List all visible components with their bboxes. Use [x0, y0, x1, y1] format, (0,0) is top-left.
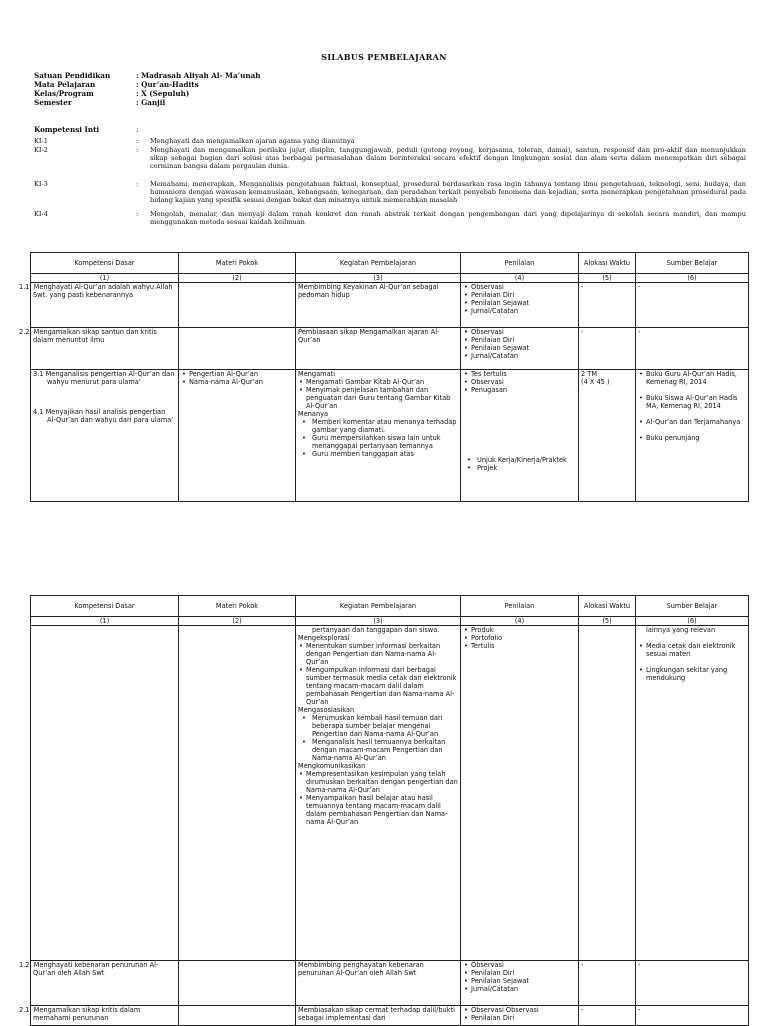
- list-item: • Guru mempersilahkan siswa lain untuk menanggapai pertanyaan temannya: [312, 434, 458, 450]
- alokasi-cell: [579, 626, 636, 961]
- penilaian-cell: [461, 961, 579, 1006]
- list-item: • Observasi Observasi: [471, 1006, 576, 1014]
- kd-text: 3.1 Menganalisis pengertian Al-Qur’an dan wahyu menurut para ulama’: [33, 370, 175, 386]
- header-kompetensi-dasar: Kompetensi Dasar: [31, 253, 179, 274]
- kp-text: pertanyaan dan tanggapan dari siswa.: [312, 626, 440, 634]
- alokasi-cell: -: [579, 1006, 636, 1026]
- kd-cell: 2.1. Mengamalkan sikap kritis dalam memahami penurunan: [31, 1006, 179, 1026]
- ki-heading-label: Kompetensi Inti: [34, 125, 100, 134]
- sumber-text: lainnya yang relevan: [646, 626, 716, 634]
- col-num: (4): [461, 274, 579, 283]
- table-row: [31, 626, 749, 961]
- list-item: • Penilaian Diri: [471, 969, 576, 977]
- kd-cell: [31, 626, 179, 961]
- col-num: (5): [579, 274, 636, 283]
- meta-key: Semester: [34, 98, 72, 107]
- list-item: • Buku Guru Al-Qur’an Hadis, Kemenag RI, 2014: [646, 370, 746, 386]
- kd-cell: 2.2. Mengamalkan sikap santun dan kritis dalam menuntut ilmu: [31, 328, 179, 370]
- meta-value: : X (Sepuluh): [136, 89, 190, 98]
- document-title: SILABUS PEMBELAJARAN: [321, 52, 447, 62]
- header-kompetensi-dasar: Kompetensi Dasar: [31, 596, 179, 617]
- table-row: [31, 283, 749, 328]
- header-materi-pokok: Materi Pokok: [179, 596, 296, 617]
- list-item: • Lingkungan sekitar yang mendukung: [646, 666, 746, 682]
- sumber-cell: [636, 370, 749, 502]
- col-num: (6): [636, 617, 749, 626]
- ki-heading: [34, 125, 139, 134]
- mp-cell: [179, 328, 296, 370]
- meta-value: : Ganjil: [136, 98, 166, 107]
- identity-block: [34, 71, 261, 107]
- penilaian-cell: [461, 626, 579, 961]
- ki-text: Menghayati dan mengamalkan perilaku jujur, disiplin, tanggungjawab, peduli (gotong royong, kerjasama, toleran, damai), santun, responsif dan pro-aktif dan menunjukkan sikap sebagai bagian dari solusi atas berbagai permasalahan dalam berinteraksi secara efektif dengan lingkungan sosial dan alam serta dalam menempatkan diri sebagai cerminan bangsa dalam pergaulan dunia.: [150, 146, 746, 170]
- penilaian-cell: [461, 328, 579, 370]
- mp-cell: [179, 626, 296, 961]
- meta-row: [34, 80, 261, 89]
- list-item: • Penilaian Diri: [471, 291, 576, 299]
- header-penilaian: Penilaian: [461, 253, 579, 274]
- kd-cell: [31, 370, 179, 502]
- ki-key: KI-2: [34, 146, 48, 154]
- penilaian-cell: [461, 1006, 579, 1026]
- col-num: (3): [296, 274, 461, 283]
- list-item: • Penilaian Sejawat: [471, 977, 576, 985]
- list-item: • Guru memberi tanggapan atas: [312, 450, 458, 458]
- list-item: • Observasi: [471, 283, 576, 291]
- meta-key: Kelas/Program: [34, 89, 94, 98]
- ki-colon: :: [136, 180, 139, 188]
- header-sumber: Sumber Belajar: [636, 253, 749, 274]
- meta-value: : Qur’an-Hadits: [136, 80, 199, 89]
- list-item: • Observasi: [471, 961, 576, 969]
- list-item: • Penilaian Diri: [471, 336, 576, 344]
- kp-cell: [296, 370, 461, 502]
- header-sumber: Sumber Belajar: [636, 596, 749, 617]
- sumber-cell: -: [636, 283, 749, 328]
- list-item: • Tertulis: [471, 642, 576, 650]
- alokasi-cell: -: [579, 283, 636, 328]
- table-row: [31, 328, 749, 370]
- ki-row: [34, 210, 746, 226]
- alokasi-cell: -: [579, 961, 636, 1006]
- list-item: • Pengertian Al-Qur’an: [189, 370, 293, 378]
- col-num: (5): [579, 617, 636, 626]
- kp-cell: Membimbing penghayatan kebenaran penurunan Al-Qur’an oleh Allah Swt: [296, 961, 461, 1006]
- header-alokasi: Alokasi Waktu: [579, 253, 636, 274]
- list-item: • Observasi: [471, 378, 576, 386]
- meta-row: [34, 71, 261, 80]
- list-item: • Memberi komentar atau menanya terhadap gambar yang diamati.: [312, 418, 458, 434]
- syllabus-table-1: [19, 252, 749, 502]
- list-item: • Penilaian Sejawat: [471, 299, 576, 307]
- col-num: (1): [31, 274, 179, 283]
- list-item: • Media cetak dan elektronik sesuai materi: [646, 642, 746, 658]
- list-item: • Penugasan: [471, 386, 576, 394]
- meta-row: [34, 89, 261, 98]
- ki-row: [34, 180, 746, 204]
- sumber-cell: [636, 626, 749, 961]
- list-item: • Menyimak penjelasan tambahan dan penguatan dari Guru tentang Gambar Kitab Al-Qur’an: [306, 386, 458, 410]
- mp-cell: [179, 1006, 296, 1026]
- column-number-row: [31, 617, 749, 626]
- ki-text: Mengolah, menalar, dan menyaji dalam ranah konkret dan ranah abstrak terkait dengan pengembangan dari yang dipelajarinya di sekolah secara mandiri, dan mampu menggunakan metoda sesuai kaidah keilmuan: [150, 210, 746, 226]
- header-penilaian: Penilaian: [461, 596, 579, 617]
- column-number-row: [31, 274, 749, 283]
- list-item: • Jurnal/Catatan: [471, 307, 576, 315]
- page-gap: [0, 535, 768, 587]
- list-item: • Menentukan sumber informasi berkaitan dengan Pengertian dan Nama-nama Al-Qur’an: [306, 642, 458, 666]
- list-item: • Mengumpulkan informasi dari berbagai sumber termasuk media cetak dan elektronik tentang macam-macam dalil dalam pembahasan Pengertian dan Nama-nama Al-Qur’an: [306, 666, 458, 706]
- ki-text: Menghayati dan mengamalkan ajaran agama yang dianutnya: [150, 137, 355, 145]
- document-page-2: [0, 587, 768, 1024]
- ki-heading-colon: :: [136, 125, 139, 134]
- list-item: • Projek: [477, 464, 576, 472]
- list-item: • Penilaian Sejawat: [471, 344, 576, 352]
- mp-cell: [179, 370, 296, 502]
- col-num: (2): [179, 274, 296, 283]
- list-item: • Buku Siswa Al-Qur’an Hadis MA, Kemenag RI, 2014: [646, 394, 746, 410]
- meta-value: : Madrasah Aliyah Al- Ma’unah: [136, 71, 261, 80]
- header-alokasi: Alokasi Waktu: [579, 596, 636, 617]
- list-item: • Menyampaikan hasil belajar atau hasil temuannya tentang macam-macam dalil dalam pembahasan Pengertian dan Nama-nama Al-Qur’an: [306, 794, 458, 826]
- ki-text: Memahami, menerapkan, Menganalisis pengetahuan faktual, konseptual, prosedural berdasarkan rasa ingin tahunya tentang ilmu pengetahuan, teknologi, seni, budaya, dan humaniora dengan wawasan kemanusiaan, kebangsaan, kenegaraan, dan peradaban terkait penyebab fenomena dan kejadian, serta menerapkan pengetahuan prosedural pada bidang kajian yang spesifik sesuai dengan bakat dan minatnya untuk memecahkan masalah: [150, 180, 746, 204]
- table-row: [31, 1006, 749, 1026]
- col-num: (2): [179, 617, 296, 626]
- kp-cell: [296, 626, 461, 961]
- list-item: • Merumuskan kembali hasil temuan dari beberapa sumber belajar mengenai Pengertian dan Nama-nama Al-Qur’an: [312, 714, 458, 738]
- meta-row: [34, 98, 261, 107]
- list-item: • Buku penunjang: [646, 434, 746, 442]
- table-row: [31, 961, 749, 1006]
- list-item: • Nama-nama Al-Qur’an: [189, 378, 293, 386]
- header-materi-pokok: Materi Pokok: [179, 253, 296, 274]
- kd-cell: 1.1. Menghayati Al-Qur’an adalah wahyu Allah Swt. yang pasti kebenarannya: [31, 283, 179, 328]
- ki-colon: :: [136, 146, 139, 154]
- ki-key: KI-1: [34, 137, 48, 145]
- syllabus-table-2: [19, 595, 749, 1026]
- kp-heading: Mengamati: [298, 370, 336, 378]
- list-item: • Jurnal/Catatan: [471, 352, 576, 360]
- col-num: (4): [461, 617, 579, 626]
- col-num: (6): [636, 274, 749, 283]
- list-item: • Menganalisis hasil temuannya berkaitan dengan macam-macam Pengertian dan Nama-nama Al-Qur’an: [312, 738, 458, 762]
- list-item: • Mengamati Gambar Kitab Al-Qur’an: [306, 378, 458, 386]
- list-item: • Tes tertulis: [471, 370, 576, 378]
- alokasi-cell: -: [579, 328, 636, 370]
- list-item: • Unjuk Kerja/Kinerja/Praktek: [477, 456, 576, 464]
- sumber-cell: -: [636, 1006, 749, 1026]
- kp-heading: Menanya: [298, 410, 329, 418]
- list-item: • Al-Qur’an dan Terjamahanya: [646, 418, 746, 426]
- list-item: • Penilaian Diri: [471, 1014, 576, 1022]
- kd-cell: 1.2. Menghayati kebenaran penurunan Al-Qur’an oleh Allah Swt: [31, 961, 179, 1006]
- ki-colon: :: [136, 210, 139, 218]
- list-item: • Mempresentasikan kesimpulan yang telah dirumuskan berkaitan dengan pengertian dan Nama-nama Al-Qur’an: [306, 770, 458, 794]
- sumber-cell: -: [636, 961, 749, 1006]
- kp-heading: Mengeksplorasi: [298, 634, 350, 642]
- penilaian-cell: [461, 370, 579, 502]
- alokasi-cell: 2 TM (4 X 45 ): [579, 370, 636, 502]
- sumber-cell: -: [636, 328, 749, 370]
- penilaian-cell: [461, 283, 579, 328]
- list-item: • Jurnal/Catatan: [471, 985, 576, 993]
- col-num: (1): [31, 617, 179, 626]
- list-item: • Observasi: [471, 328, 576, 336]
- kp-cell: Pembiasaan sikap Mengamalkan ajaran Al-Qur’an: [296, 328, 461, 370]
- kp-heading: Mengasosiasikan: [298, 706, 355, 714]
- table-row: [31, 370, 749, 502]
- ki-key: KI-3: [34, 180, 48, 188]
- kp-cell: Membiasakan sikap cermat terhadap dalil/bukti sebagai implementasi dari: [296, 1006, 461, 1026]
- mp-cell: [179, 961, 296, 1006]
- header-kegiatan: Kegiatan Pembelajaran: [296, 253, 461, 274]
- ki-key: KI-4: [34, 210, 48, 218]
- ki-colon: :: [136, 137, 139, 145]
- meta-key: Satuan Pendidikan: [34, 71, 111, 80]
- ki-row: [34, 137, 746, 145]
- kp-heading: Mengkomunikasikan: [298, 762, 366, 770]
- kp-cell: Membimbing Keyakinan Al-Qur’an sebagai pedoman hidup: [296, 283, 461, 328]
- ki-row: [34, 146, 746, 170]
- list-item: • Produk: [471, 626, 576, 634]
- list-item: • Portofolio: [471, 634, 576, 642]
- mp-cell: [179, 283, 296, 328]
- col-num: (3): [296, 617, 461, 626]
- meta-key: Mata Pelajaran: [34, 80, 96, 89]
- header-kegiatan: Kegiatan Pembelajaran: [296, 596, 461, 617]
- kd-text: 4.1 Menyajikan hasil analisis pengertian Al-Qur’an dan wahyu dari para ulama’: [33, 408, 174, 424]
